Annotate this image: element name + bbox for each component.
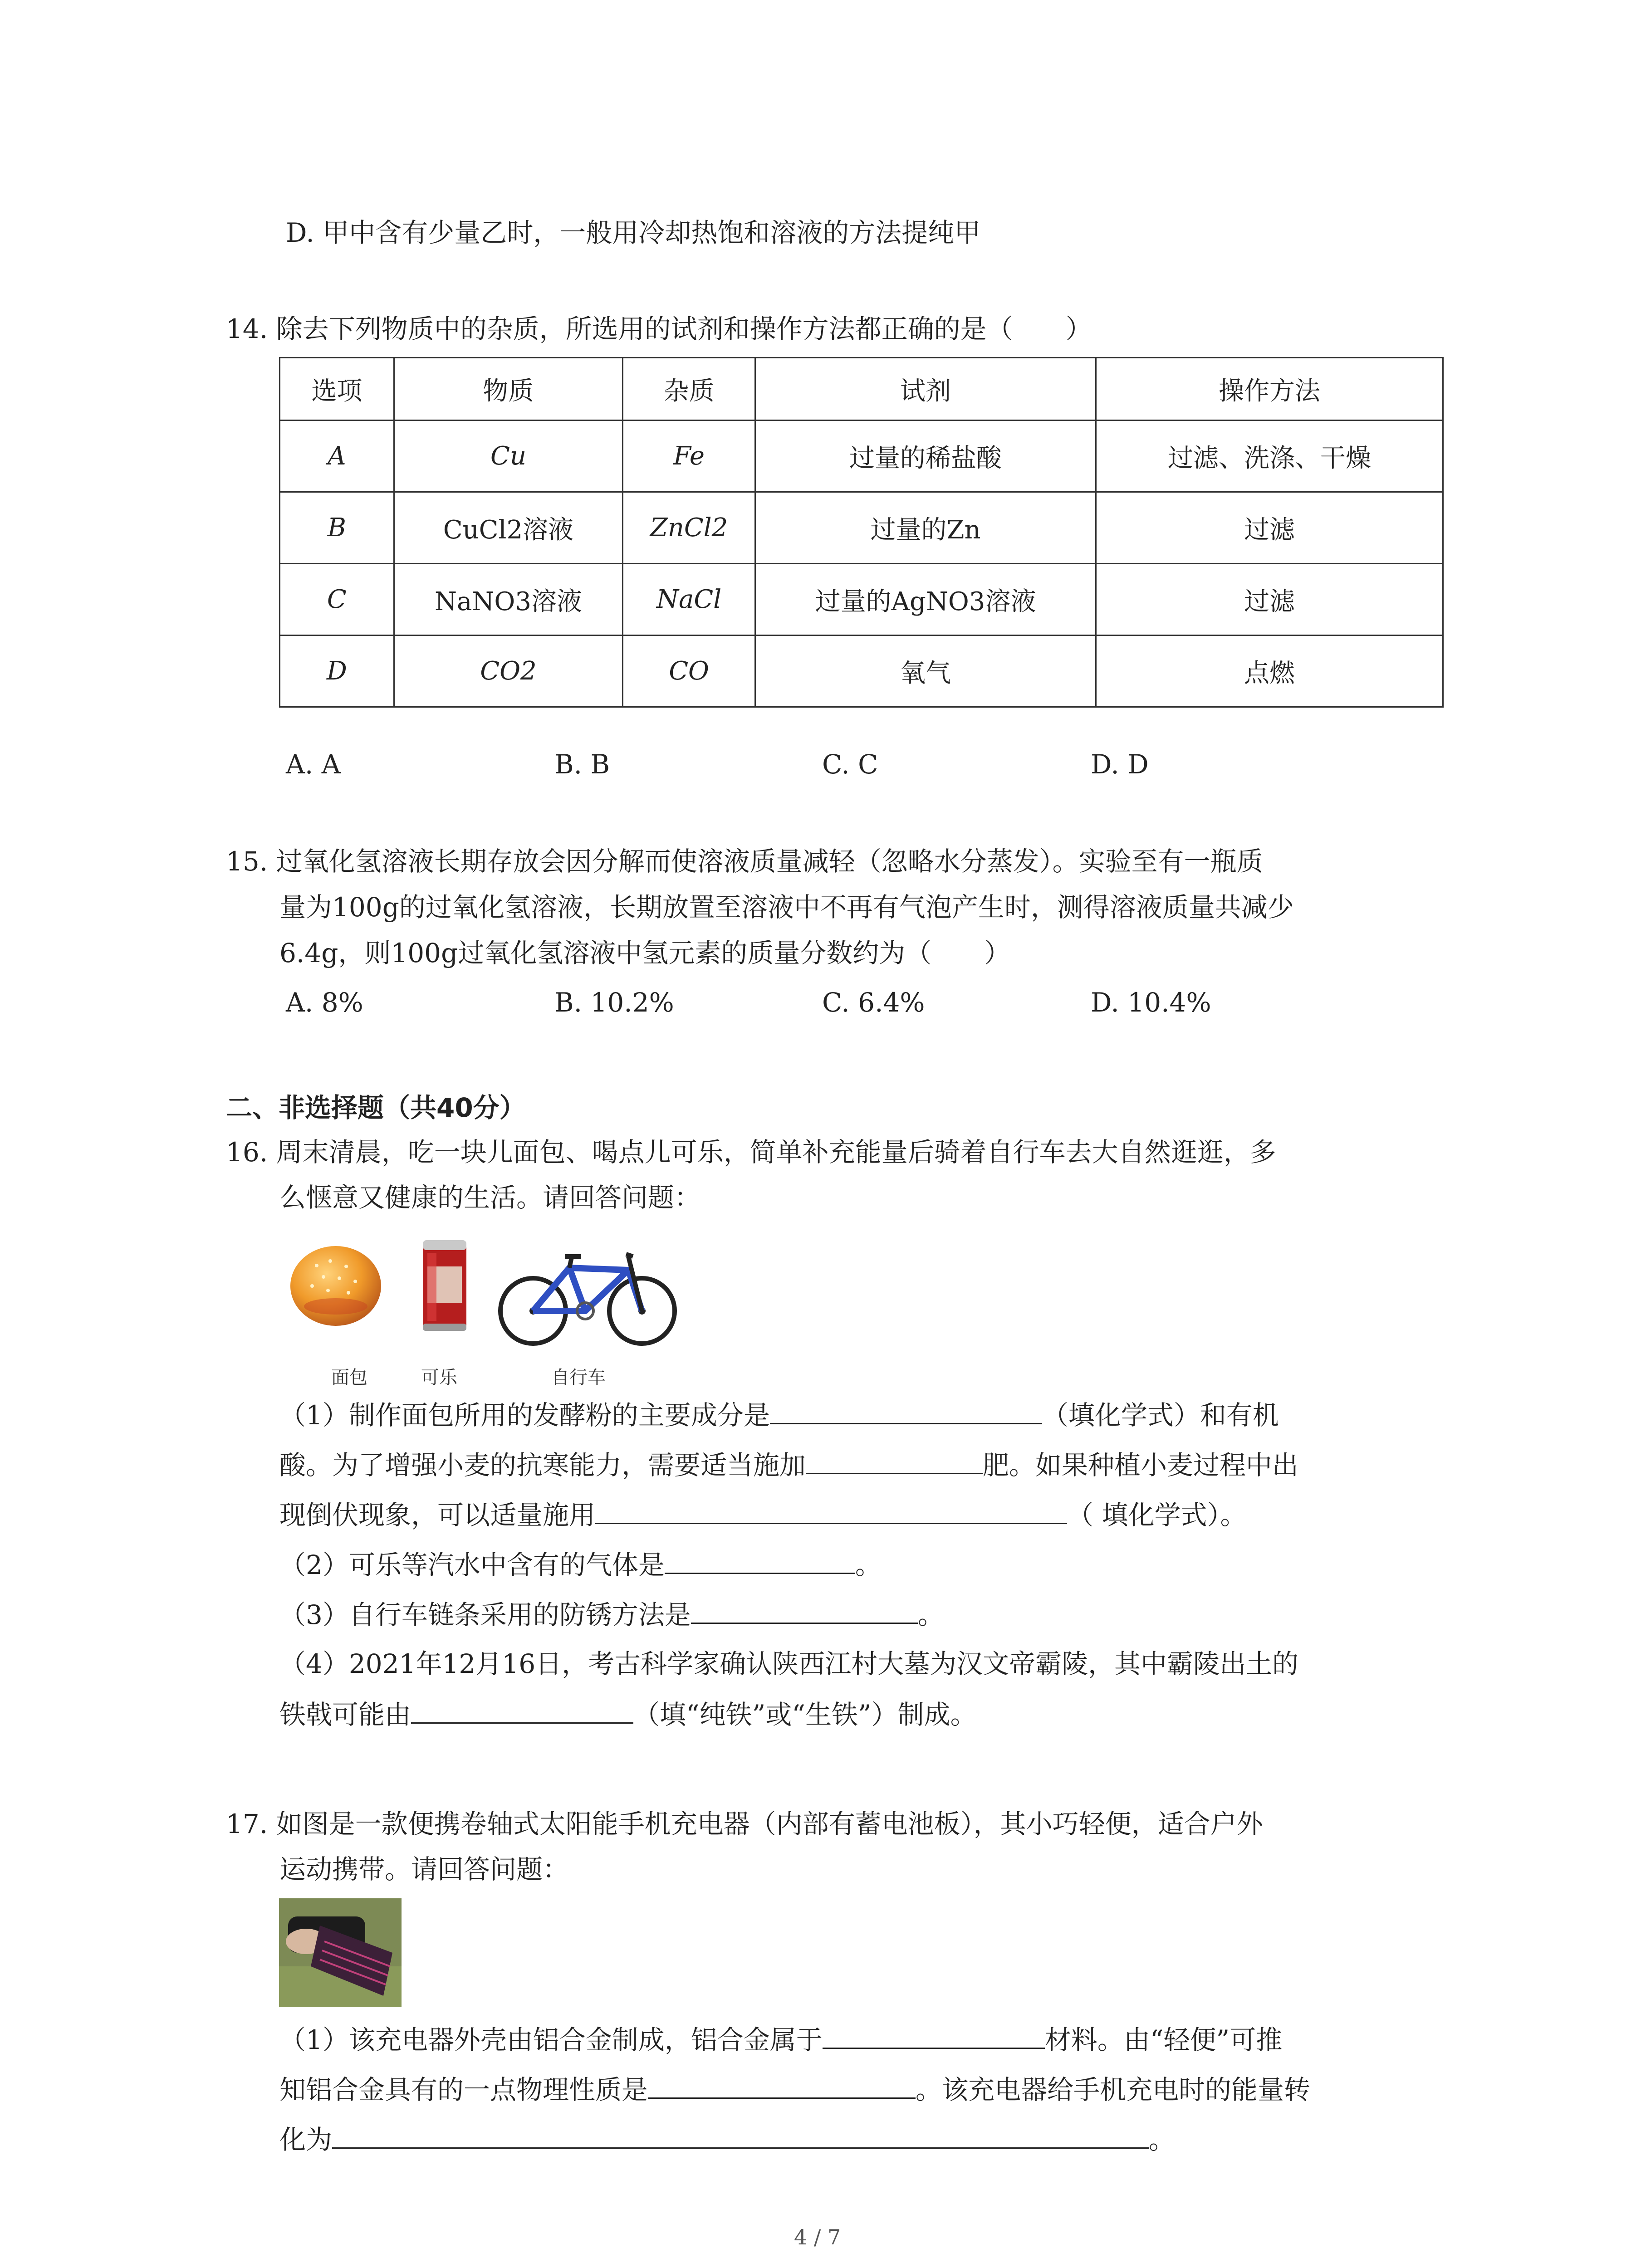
table-cell: 过滤、洗涤、干燥 — [1096, 420, 1443, 492]
cola-caption: 可乐 — [421, 1367, 457, 1388]
q16-part1-text: 肥。如果种植小麦过程中出 — [983, 1450, 1299, 1481]
table-header-row — [280, 358, 1443, 420]
q17-part1-text: 。该充电器给手机充电时的能量转 — [916, 2074, 1311, 2105]
table-cell: B — [280, 492, 394, 564]
q15-choice-c: C. 6.4% — [822, 987, 925, 1018]
table-cell: CO — [623, 635, 755, 707]
q17-part1-text: 化为 — [279, 2124, 333, 2155]
q17-part1-line3 — [279, 2123, 1175, 2156]
q16-part3-text: 。 — [917, 1599, 944, 1630]
answer-blank[interactable] — [648, 2073, 916, 2099]
table-header-cell: 试剂 — [755, 358, 1096, 420]
table-row — [280, 420, 1443, 492]
q17-part1-line2 — [279, 2073, 1310, 2106]
answer-blank[interactable] — [691, 1598, 918, 1624]
table-cell: 过滤 — [1096, 492, 1443, 564]
q17-line-2: 运动携带。请回答问题： — [279, 1854, 569, 1885]
q14-stem: 14. 除去下列物质中的杂质，所选用的试剂和操作方法都正确的是（ ） — [226, 313, 1092, 344]
q13-option-d: D. 甲中含有少量乙时，一般用冷却热饱和溶液的方法提纯甲 — [286, 217, 981, 248]
cola-can-image — [417, 1235, 472, 1337]
q16-part2-text: （2）可乐等汽水中含有的气体是 — [279, 1549, 665, 1580]
table-cell: 过滤 — [1096, 564, 1443, 635]
table-cell: D — [280, 635, 394, 707]
q16-part4-line2 — [279, 1698, 977, 1730]
table-cell: Cu — [394, 420, 623, 492]
q16-part1-line2 — [279, 1448, 1298, 1481]
q14-choice-c: C. C — [822, 749, 878, 780]
q16-part2-text: 。 — [855, 1549, 882, 1580]
q16-line-1: 16. 周末清晨，吃一块儿面包、喝点儿可乐，简单补充能量后骑着自行车去大自然逛逛，多 — [226, 1137, 1276, 1168]
q16-line-2: 么惬意又健康的生活。请回答问题： — [279, 1182, 701, 1213]
q15-line-1: 15. 过氧化氢溶液长期存放会因分解而使溶液质量减轻（忽略水分蒸发）。实验至有一瓶质 — [226, 846, 1263, 877]
answer-blank[interactable] — [665, 1548, 855, 1574]
q16-part3-text: （3）自行车链条采用的防锈方法是 — [279, 1599, 691, 1630]
q16-part4-text: （填“纯铁”或“生铁”）制成。 — [633, 1699, 977, 1730]
answer-blank[interactable] — [595, 1498, 1067, 1524]
q15-line-3: 6.4g，则100g过氧化氢溶液中氢元素的质量分数约为（ ） — [279, 938, 1011, 968]
q17-part1-line1 — [279, 2023, 1282, 2056]
answer-blank[interactable] — [806, 1448, 983, 1474]
table-cell: ZnCl2 — [623, 492, 755, 564]
q16-part1-line1 — [279, 1398, 1279, 1431]
table-cell: 过量的Zn — [755, 492, 1096, 564]
table-cell: 过量的稀盐酸 — [755, 420, 1096, 492]
section-title: 二、非选择题（共40分） — [226, 1092, 526, 1123]
q16-part1-text: 酸。为了增强小麦的抗寒能力，需要适当施加 — [279, 1450, 806, 1481]
q17-part1-text: （1）该充电器外壳由铝合金制成，铝合金属于 — [279, 2024, 823, 2055]
q16-part4-text: 铁戟可能由 — [279, 1699, 411, 1730]
answer-blank[interactable] — [332, 2123, 1149, 2149]
bread-caption: 面包 — [331, 1367, 367, 1388]
q14-choice-b: B. B — [554, 749, 610, 780]
page-number: 4 / 7 — [794, 2225, 841, 2249]
q15-choice-d: D. 10.4% — [1091, 987, 1211, 1018]
q16-part3 — [279, 1598, 944, 1631]
q16-part1-text: （1）制作面包所用的发酵粉的主要成分是 — [279, 1400, 770, 1431]
bicycle-caption: 自行车 — [551, 1367, 606, 1388]
q16-part1-text: （ 填化学式）。 — [1067, 1500, 1247, 1530]
q16-part4-line1: （4）2021年12月16日，考古科学家确认陕西江村大墓为汉文帝霸陵，其中霸陵出土的 — [279, 1648, 1299, 1679]
table-cell: A — [280, 420, 394, 492]
answer-blank[interactable] — [770, 1398, 1042, 1424]
q15-line-2: 量为100g的过氧化氢溶液，长期放置至溶液中不再有气泡产生时，测得溶液质量共减少 — [279, 892, 1294, 923]
q15-choice-b: B. 10.2% — [554, 987, 674, 1018]
q16-part1-text: 现倒伏现象，可以适量施用 — [279, 1500, 596, 1530]
q15-choice-a: A. 8% — [286, 987, 363, 1018]
answer-blank[interactable] — [823, 2023, 1045, 2049]
table-row — [280, 492, 1443, 564]
table-header-cell: 选项 — [280, 358, 394, 420]
q17-part1-text: 。 — [1149, 2124, 1176, 2155]
table-cell: 过量的AgNO3溶液 — [755, 564, 1096, 635]
table-row — [280, 564, 1443, 635]
table-cell: 点燃 — [1096, 635, 1443, 707]
table-cell: CO2 — [394, 635, 623, 707]
table-cell: Fe — [623, 420, 755, 492]
table-cell: NaCl — [623, 564, 755, 635]
q17-part1-text: 材料。由“轻便”可推 — [1044, 2024, 1283, 2055]
solar-charger-image — [279, 1898, 402, 2007]
bread-image — [285, 1238, 387, 1334]
table-header-cell: 操作方法 — [1096, 358, 1443, 420]
bicycle-image — [497, 1225, 681, 1347]
table-cell: NaNO3溶液 — [394, 564, 623, 635]
q14-choice-d: D. D — [1091, 749, 1149, 780]
options-table — [279, 357, 1444, 708]
table-cell: 氧气 — [755, 635, 1096, 707]
answer-blank[interactable] — [411, 1698, 633, 1724]
q16-part2 — [279, 1548, 882, 1581]
q16-part1-text: （填化学式）和有机 — [1042, 1400, 1279, 1431]
q17-part1-text: 知铝合金具有的一点物理性质是 — [279, 2074, 648, 2105]
table-header-cell: 物质 — [394, 358, 623, 420]
q14-choice-a: A. A — [286, 749, 341, 780]
table-header-cell: 杂质 — [623, 358, 755, 420]
table-cell: C — [280, 564, 394, 635]
table-cell: CuCl2溶液 — [394, 492, 623, 564]
q16-part1-line3 — [279, 1498, 1246, 1531]
q17-line-1: 17. 如图是一款便携卷轴式太阳能手机充电器（内部有蓄电池板），其小巧轻便，适合户外 — [226, 1809, 1263, 1839]
table-row — [280, 635, 1443, 707]
